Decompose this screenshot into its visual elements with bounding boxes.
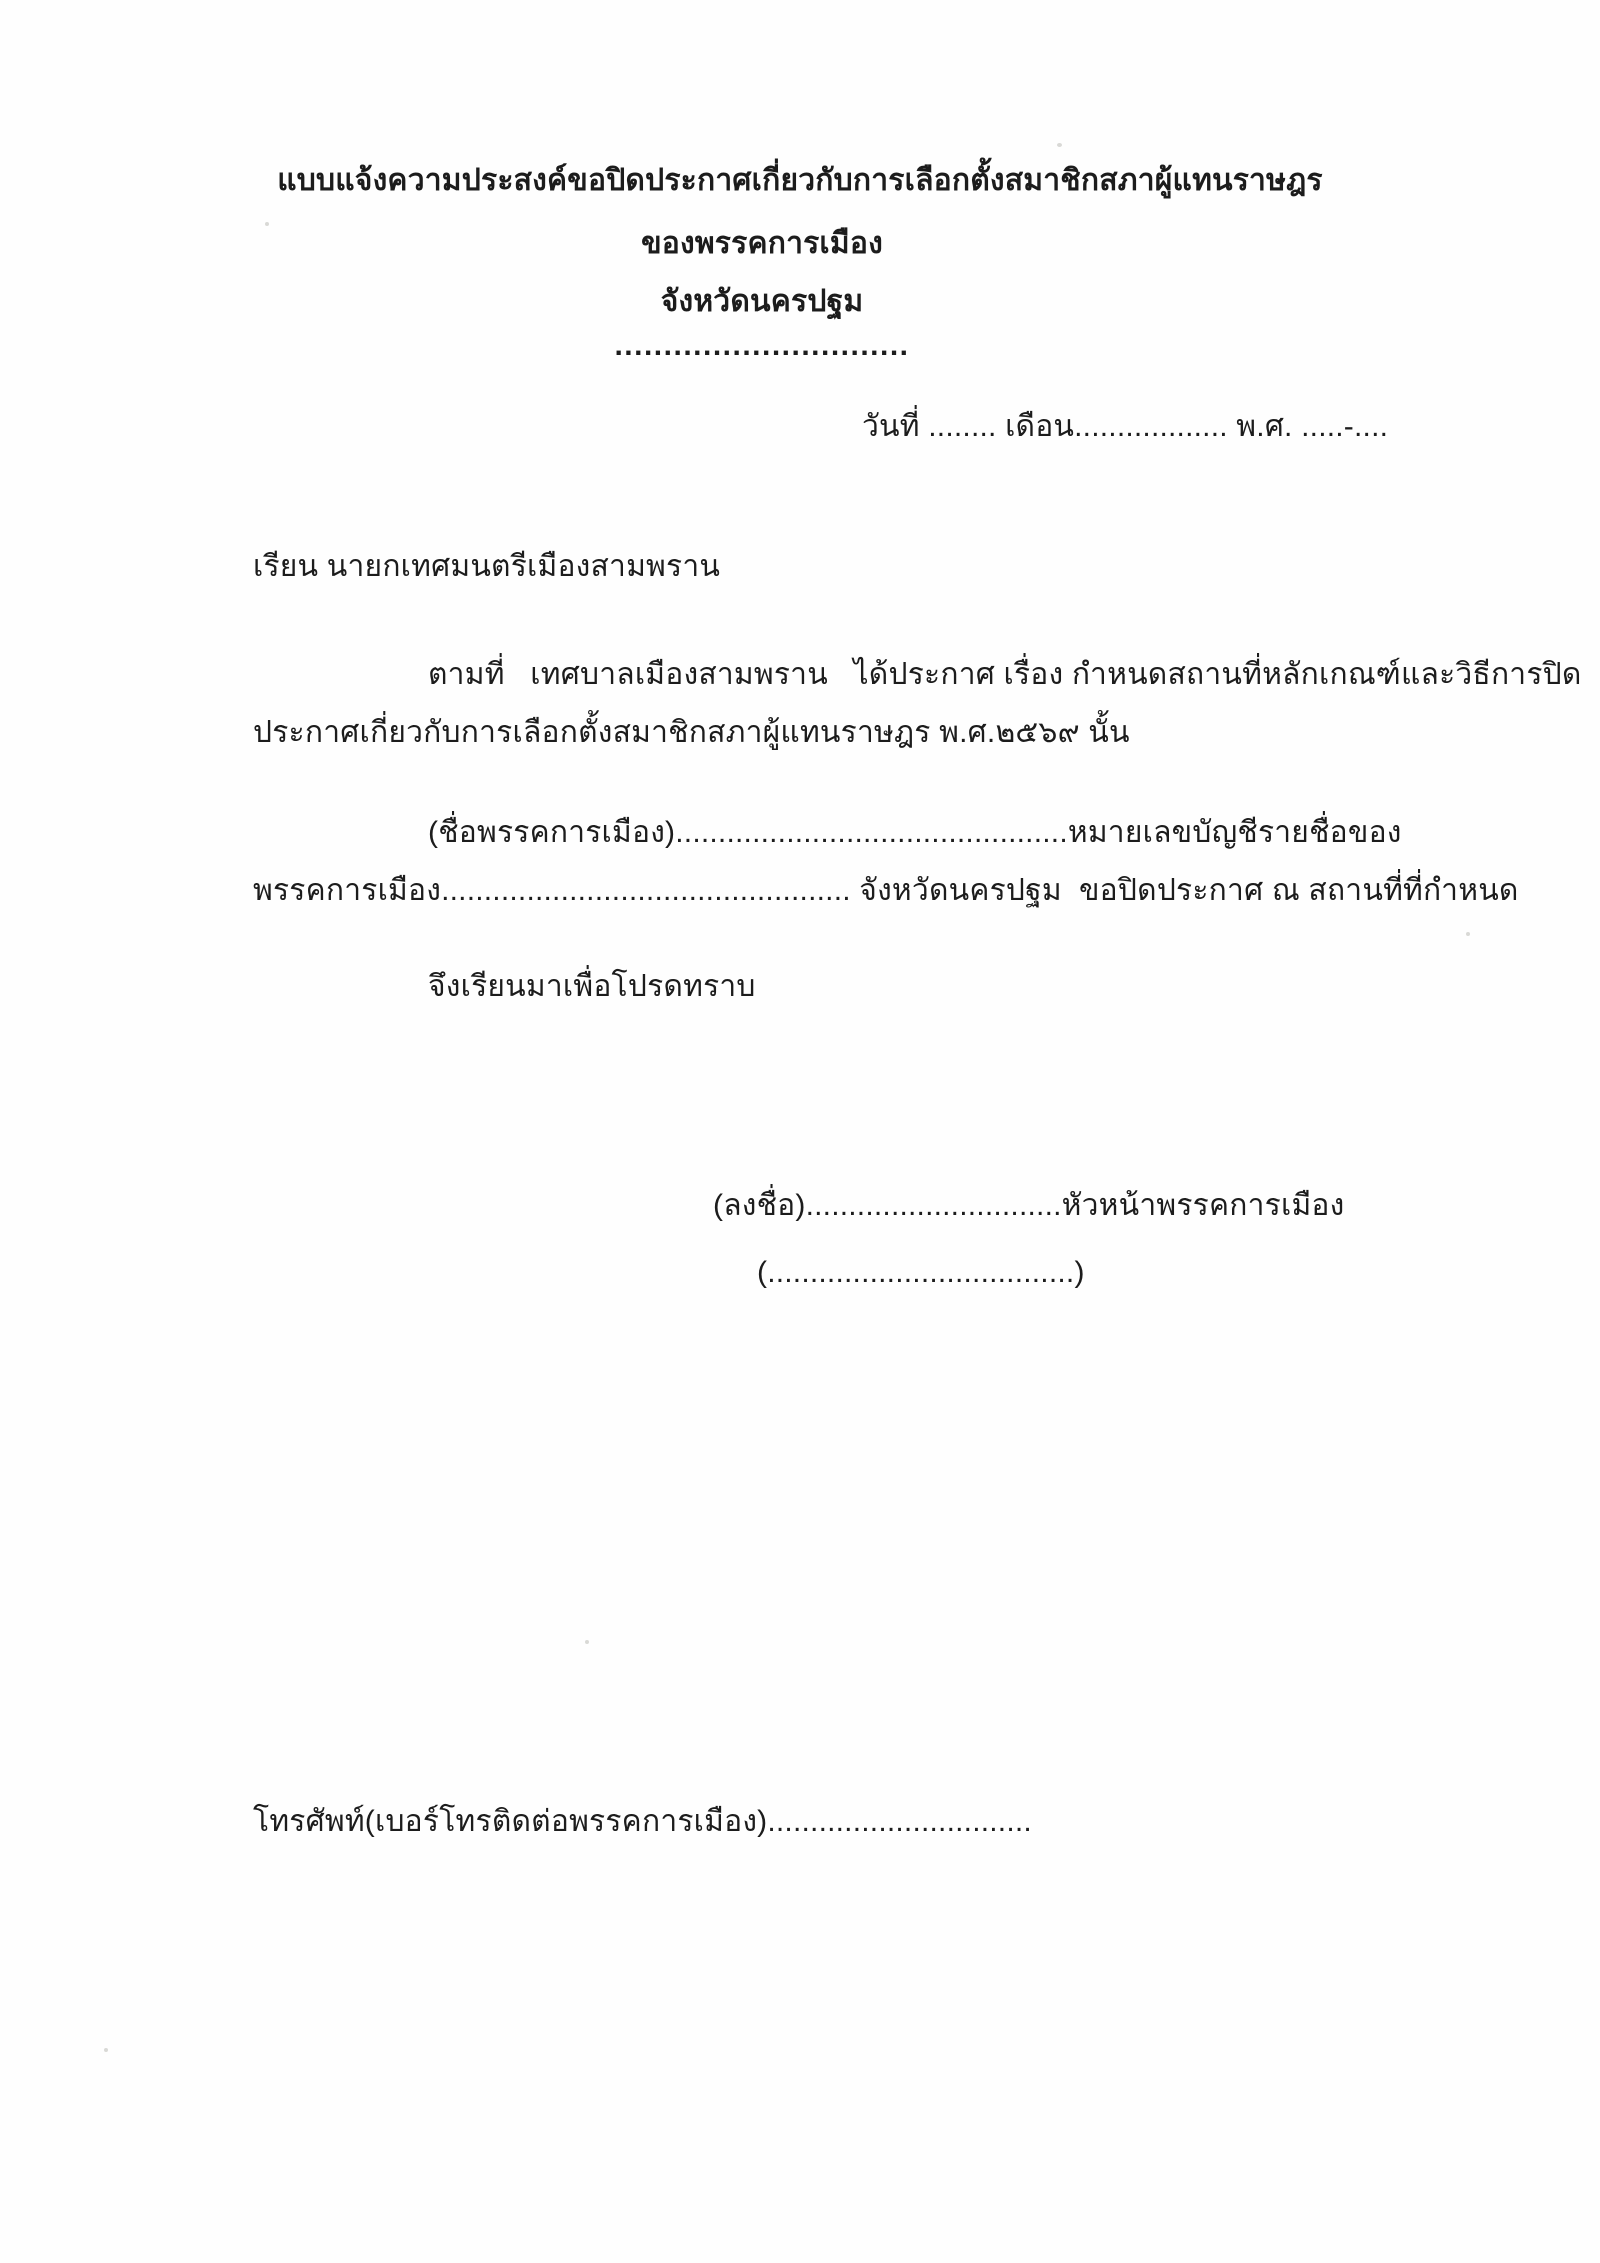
document-subtitle-province: จังหวัดนครปฐม <box>660 285 864 318</box>
scan-speck <box>1057 143 1062 147</box>
salutation-line: เรียน นายกเทศมนตรีเมืองสามพราน <box>253 550 721 583</box>
closing-line: จึงเรียนมาเพื่อโปรดทราบ <box>428 970 756 1003</box>
scan-speck <box>1466 932 1470 936</box>
scan-speck <box>585 1640 589 1644</box>
date-line: วันที่ ........ เดือน.................. พ.ศ. .....-.... <box>862 410 1389 443</box>
title-divider-dots: .............................. <box>614 329 910 362</box>
scan-speck <box>265 222 269 226</box>
document-title: แบบแจ้งความประสงค์ขอปิดประกาศเกี่ยวกับการเลือกตั้งสมาชิกสภาผู้แทนราษฎร <box>277 164 1323 197</box>
body-paragraph2-line2: พรรคการเมือง................................................ จังหวัดนครปฐม ขอปิดประกาศ ณ สถานที่ที่กำหนด <box>253 874 1519 907</box>
signature-name-line: (....................................) <box>757 1256 1085 1289</box>
body-paragraph2-line1: (ชื่อพรรคการเมือง)..............................................หมายเลขบัญชีรายชื่อของ <box>428 816 1402 849</box>
signature-line: (ลงชื่อ)..............................หัวหน้าพรรคการเมือง <box>713 1189 1345 1222</box>
document-subtitle-party: ของพรรคการเมือง <box>641 227 883 260</box>
scan-speck <box>104 2048 108 2052</box>
phone-line: โทรศัพท์(เบอร์โทรติดต่อพรรคการเมือง)............................... <box>253 1805 1032 1838</box>
body-paragraph1-line2: ประกาศเกี่ยวกับการเลือกตั้งสมาชิกสภาผู้แทนราษฎร พ.ศ.๒๕๖๙ นั้น <box>253 716 1130 749</box>
body-paragraph1-line1: ตามที่ เทศบาลเมืองสามพราน ได้ประกาศ เรื่อง กำหนดสถานที่หลักเกณฑ์และวิธีการปิด <box>428 658 1582 691</box>
